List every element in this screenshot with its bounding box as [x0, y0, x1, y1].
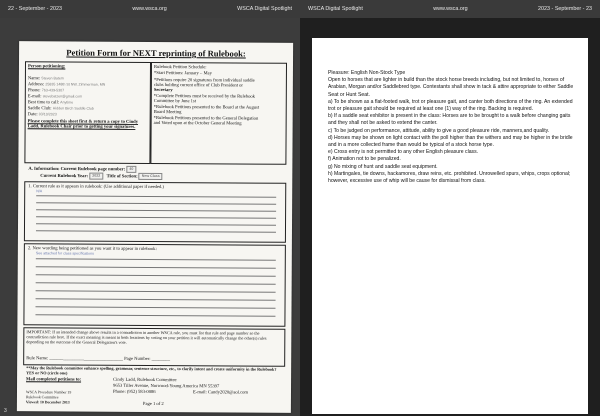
left-page [0, 18, 300, 416]
procedure-a: WSCA Procedure Number 19 [25, 390, 72, 395]
date-row [28, 111, 57, 118]
left-header-title: WSCA Digital Spotlight [237, 6, 292, 12]
section-a-label: A. Information: Current Rulebook page number: [28, 165, 126, 172]
class-spec-text [328, 70, 576, 185]
right-page-header [300, 0, 600, 18]
schedule-received-b: Committee by June 1st [153, 97, 197, 104]
name-label: Name: [27, 75, 41, 81]
class-spec-sheet [312, 38, 588, 414]
right-header-date: 2023 - September - 23 [538, 6, 592, 12]
left-header-date: 22 - September - 2023 [8, 6, 62, 12]
mail-label: Mail completed petitions to: [26, 376, 82, 382]
complete-note: Please complete this sheet first & return a copy to Cindy Ladd, Rulebook Chair prior to getting your signatures. [27, 118, 139, 130]
current-year-field[interactable]: 2022 [89, 173, 103, 180]
title-section-label: Title of Section: [106, 173, 138, 179]
class-spec-paragraph: f) Animation not to be penalized. [328, 156, 401, 163]
email-value: stevebatzen@gmail.com [42, 94, 83, 99]
email-label: E-mail: [27, 93, 42, 99]
question-2: 2. New wording being petitioned as you want it to appear in rulebook: [27, 245, 157, 252]
schedule-req-c: Secretary [153, 86, 173, 93]
schedule-start: *Start Petitions: January – May [153, 69, 212, 76]
question-1-answer[interactable]: N/A [36, 189, 43, 194]
class-spec-paragraph: Open to horses that are lighter in build than the stock horse breeds including, but not limited to, horses of Arabian, Morgan and/or Saddlebred type. Contestants shall show in tack & attire appropriate to either Saddle Seat or Hunt Seat. [328, 77, 574, 98]
committee-email[interactable]: E-mail: Candy2020@aol.com [192, 389, 249, 395]
procedure-b: Rulebook Committee [25, 395, 59, 400]
year-row [40, 172, 162, 180]
right-page [300, 18, 600, 416]
address-value: 25835 148th St NW, Zimmerman, MN [45, 82, 106, 87]
club-value: Hidden Birch Saddle Club [52, 106, 94, 111]
right-header-site[interactable]: www.wsca.org [433, 6, 468, 12]
left-page-number: 3 [4, 408, 7, 414]
person-heading: Person petitioning: [27, 63, 66, 69]
page-of: Page 1 of 2 [142, 400, 164, 407]
committee-phone: Phone: (952) 583-0086 [112, 388, 156, 395]
committee-name: Cindy Ladd, Rulebook Committee [113, 376, 177, 383]
class-spec-paragraph: d) Horses may be shown on light contact with the poll higher than the withers and may be higher in the bridle and in a more collected frame than would be typical of a stock horse type. [328, 134, 573, 149]
phone-value: 763-439-5307 [41, 88, 65, 93]
rule-name-row: Rule Name: ________________________________ Page Number: ________ [26, 355, 171, 362]
footer-note: **May the Rulebook committee enhance spelling, grammar, sentence structure, etc., to clarify intent and create uniformity in the Rulebook? YES or NO (circle one) [26, 365, 277, 376]
name-value: Steven Batem [41, 76, 64, 81]
title-section-field[interactable]: New Class [139, 173, 163, 180]
left-page-header [0, 0, 300, 18]
schedule-board-a: *Rulebook Petitions presented to the Board at the August [153, 103, 260, 110]
rule-name-label: Rule Name: [26, 355, 49, 361]
question-1-box [24, 181, 286, 243]
class-spec-paragraph: b) If a saddle seat exhibitor is present in the class: Horses are to be brought to a walk before changing gaits and they shall not be asked to extend the canter. [328, 113, 571, 127]
schedule-req-b-text: clubs holding current office of Club President or [153, 81, 243, 88]
class-spec-paragraph: c) To be judged on performance, attitude, ability to give a good pleasure ride, manners,and quality. [328, 127, 550, 134]
schedule-general-b: and Voted upon at the October General Meeting [153, 119, 242, 126]
date-label: Date: [27, 111, 38, 117]
class-spec-paragraph: g) No mixing of hunt and saddle seat equipment. [328, 163, 438, 170]
phone-label: Phone: [27, 87, 41, 93]
left-header-site[interactable]: www.wsca.org [132, 6, 167, 12]
form-title: Petition Form for NEXT reprinting of Rulebook: [66, 47, 246, 59]
class-spec-title: Pleasure: English Non-Stock Type [328, 70, 406, 76]
question-2-answer[interactable]: See attached for class specifications [35, 251, 94, 256]
schedule-board-b: Board Meeting [153, 108, 182, 115]
address-label: Address: [27, 81, 45, 87]
schedule-general-a: *Rulebook Petitions presented to the General Delegation [153, 114, 259, 121]
right-header-title: WSCA Digital Spotlight [308, 6, 363, 12]
procedure-c: Viewed: 10 December 2013 [25, 400, 70, 405]
date-value: 03/10/2023 [38, 112, 57, 117]
schedule-req-a: *Petitions require 20 signatures from individual saddle [153, 76, 255, 83]
class-spec-paragraph: a) To be shown as a flat-footed walk, trot or pleasure gait, and canter both directions of the ring. An extended trot or pleasure gait should be required at least one (1) way of the ring. Backing is required. [328, 98, 573, 113]
important-note: IMPORTANT: If an intended change above results in a contradiction in another WSCA rule, you must list that rule and page number so the contradiction rule here. If the exact meaning is meant in both locations by voting on your petition it will automatically change the other(s) rules depending on the outcome of the General Delegation's vote. [26, 329, 267, 345]
page-number-label: Page Number: [124, 355, 151, 361]
club-label: Saddle Club: [27, 105, 52, 111]
committee-address: 9653 Tiller Avenue, Norwood-Young America MN 55397 [113, 382, 220, 389]
best-time-label: Best time to call: [27, 99, 60, 105]
class-spec-paragraph: h) Martingales, tie downs, hackamores, draw reins, etc. prohibited. Unrowelled spurs, whips, crops optional; however, excessive use of whip will be cause for dismissal from class. [328, 170, 571, 185]
schedule-received-a: *Complete Petitions must be received by the Rulebook [153, 92, 256, 99]
current-year-label: Current Rulebook Year: [40, 172, 89, 179]
question-1: 1. Current rule as it appears in rulebook: (Use additional paper if needed.) [28, 183, 164, 190]
page-number-field[interactable]: 40 [126, 166, 136, 173]
schedule-heading: Rulebook Petition Schedule: [153, 63, 207, 70]
best-time-value: Anytime [60, 100, 74, 105]
petition-form-scan [17, 41, 293, 413]
class-spec-paragraph: e) Cross entry is not permitted to any other English pleasure class. [328, 149, 479, 156]
